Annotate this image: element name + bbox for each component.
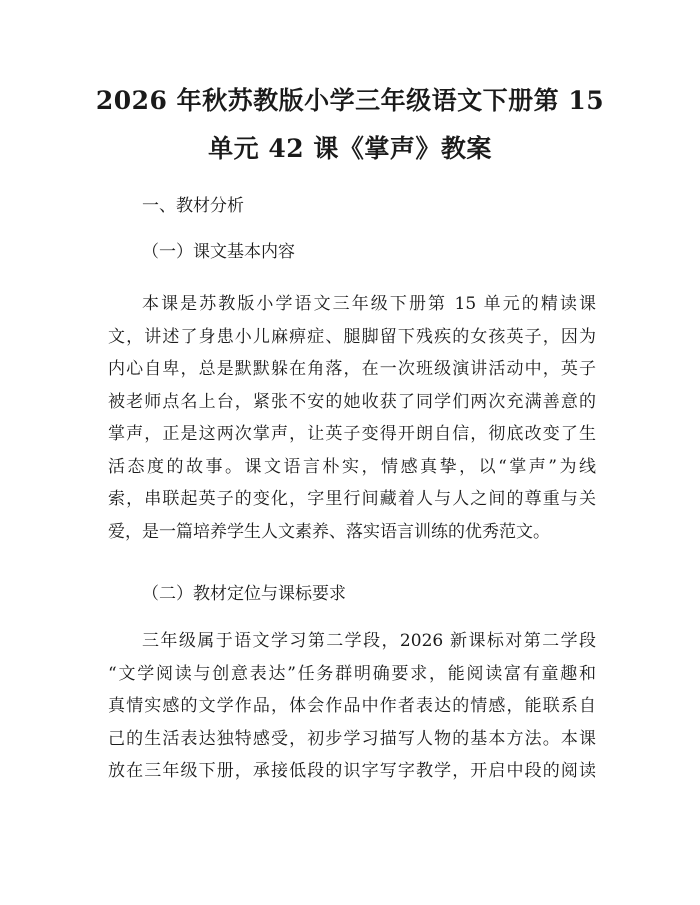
paragraph-line: 内心自卑，总是默默躲在角落，在一次班级演讲活动中，英子 xyxy=(108,359,596,379)
subsection-heading-basic-content: （一）课文基本内容 xyxy=(142,242,295,262)
document-title-line-2: 单元 42 课《掌声》教案 xyxy=(208,134,492,163)
paragraph-basic-content xyxy=(108,288,596,548)
paragraph-line: 活态度的故事。课文语言朴实，情感真挚，以“掌声”为线 xyxy=(108,456,596,477)
paragraph-positioning-and-standards xyxy=(108,625,596,788)
subsection-heading-positioning-and-standards: （二）教材定位与课标要求 xyxy=(142,584,346,604)
paragraph-line: 己的生活表达独特感受，初步学习描写人物的基本方法。本课 xyxy=(108,728,596,749)
paragraph-line: 三年级属于语文学习第二学段，2026 新课标对第二学段 xyxy=(142,631,596,651)
paragraph-line: “文学阅读与创意表达”任务群明确要求，能阅读富有童趣和 xyxy=(108,663,596,684)
paragraph-line: 爱，是一篇培养学生人文素养、落实语言训练的优秀范文。 xyxy=(108,521,550,542)
paragraph-line: 索，串联起英子的变化，字里行间藏着人与人之间的尊重与关 xyxy=(108,489,596,509)
document-title-line-1: 2026 年秋苏教版小学三年级语文下册第 15 xyxy=(95,86,605,115)
paragraph-line: 文，讲述了身患小儿麻痹症、腿脚留下残疾的女孩英子，因为 xyxy=(108,326,596,347)
paragraph-line: 真情实感的文学作品，体会作品中作者表达的情感，能联系自 xyxy=(108,696,596,716)
paragraph-line: 放在三年级下册，承接低段的识字写字教学，开启中段的阅读 xyxy=(108,761,596,781)
paragraph-line: 掌声，正是这两次掌声，让英子变得开朗自信，彻底改变了生 xyxy=(108,424,596,444)
section-heading-teaching-material-analysis: 一、教材分析 xyxy=(142,196,244,216)
paragraph-line: 被老师点名上台，紧张不安的她收获了同学们两次充满善意的 xyxy=(108,391,596,412)
paragraph-line: 本课是苏教版小学语文三年级下册第 15 单元的精读课 xyxy=(142,294,596,314)
